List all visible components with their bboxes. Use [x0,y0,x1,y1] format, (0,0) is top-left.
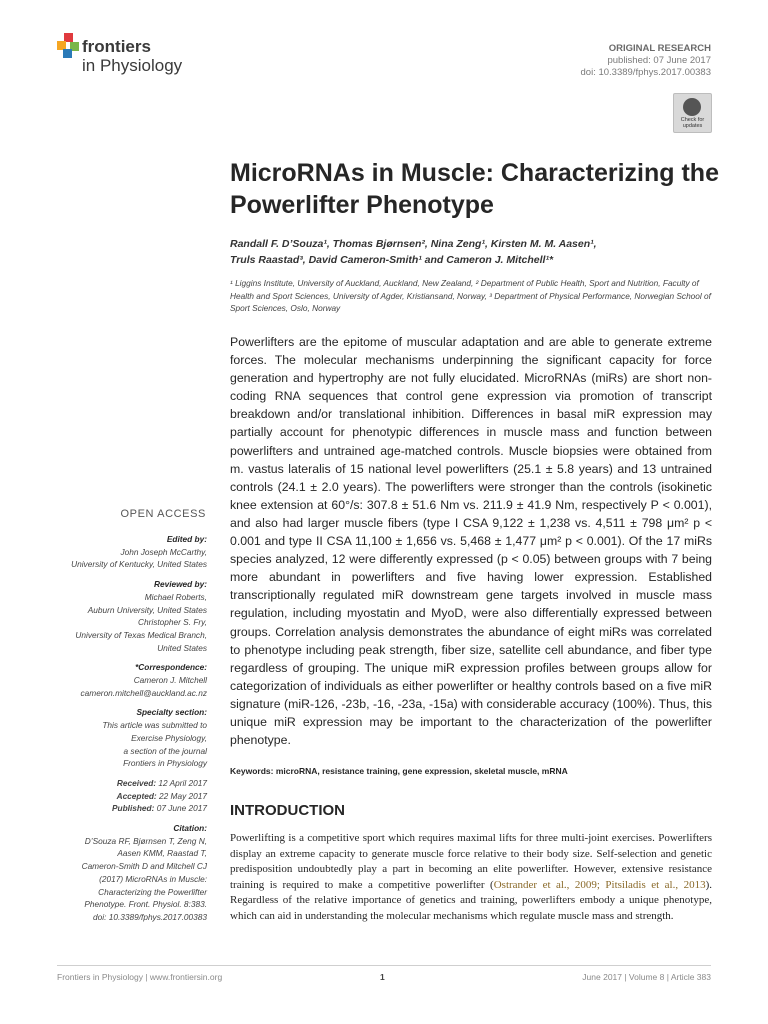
abstract: Powerlifters are the epitome of muscular adaptation and are able to generate extreme forces. The molecular mechanisms underpinning the significant capacity for force generation and hypertrophy are not fully elucidated. MicroRNAs (miRs) are short non-coding RNA sequences that control gene expression via promotion of transcript breakdown and/or translational inhibition. Differences in basal miR expression may partially account for phenotypic differences in muscle mass and function between powerlifters and untrained age-matched controls. Muscle biopsies were obtained from m. vastus lateralis of 15 national level powerlifters (25.1 ± 5.8 years) and 13 untrained controls (24.1 ± 2.0 years). The powerlifters were stronger than the controls (isokinetic knee extension at 60°/s: 307.8 ± 51.6 Nm vs. 211.9 ± 41.9 Nm, respectively P < 0.001), and also had larger muscle fibers (type I CSA 9,122 ± 1,238 vs. 4,511 ± 798 μm² p < 0.001 and type II CSA 11,100 ± 1,656 vs. 5,468 ± 1,477 μm² p < 0.001). Of the 17 miRs species analyzed, 12 were differently expressed (p < 0.05) between groups with 7 being more abundant in powerlifters and five having lower expression. Established transcriptionally regulated miR downstream gene targets involved in muscle mass regulation, including myostatin and MyoD, were also differentially expressed between groups. Correlation analysis demonstrates the abundance of eight miRs was correlated to phenotype including peak strength, fiber size, satellite cell abundance, and fiber type regardless of grouping. The unique miR expression profiles between groups allow for categorization of individuals as either powerlifter or healthy controls based on a five miR signature (miR-126, -23b, -16, -23a, -15a) with considerable accuracy (100%). Thus, this unique miR expression may be important to the characterization of the powerlifter phenotype. [230,335,712,748]
reviewed-by-block: Reviewed by: Michael Roberts, Auburn University, United States Christopher S. Fry, University of Texas Medical Branch, United States [50,578,207,654]
logo-line2: in Physiology [82,56,183,75]
logo-line1: frontiers [82,37,151,56]
section-heading-introduction: INTRODUCTION [230,802,345,819]
edited-by-block: Edited by: John Joseph McCarthy, University of Kentucky, United States [50,533,207,571]
citation-block: Citation: D’Souza RF, Bjørnsen T, Zeng N, Aasen KMM, Raastad T, Cameron-Smith D and Mitchell CJ (2017) MicroRNAs in Muscle: Characterizing the Powerlifter Phenotype. Front. Physiol. 8:383. doi: 10.3389/fphys.2017.00383 [50,822,207,924]
editor-name[interactable]: John Joseph McCarthy, [120,546,207,557]
journal-logo[interactable] [57,33,207,81]
keywords: Keywords: microRNA, resistance training, gene expression, skeletal muscle, mRNA [230,766,568,776]
dates-block: Received: 12 April 2017 Accepted: 22 May 2017 Published: 07 June 2017 [111,777,207,814]
footer-divider [57,965,711,966]
published-date: published: 07 June 2017 [607,55,711,66]
correspondence-block: *Correspondence: Cameron J. Mitchell cameron.mitchell@auckland.ac.nz [50,661,207,699]
open-access-label: OPEN ACCESS [120,508,206,520]
doi-link[interactable]: doi: 10.3389/fphys.2017.00383 [580,67,711,78]
correspondence-email[interactable]: cameron.mitchell@auckland.ac.nz [80,687,207,698]
authors-line1[interactable]: Randall F. D’Souza¹, Thomas Bjørnsen², Nina Zeng¹, Kirsten M. M. Aasen¹, [230,238,597,250]
article-meta [581,43,711,79]
authors-line2[interactable]: Truls Raastad³, David Cameron-Smith¹ and Cameron J. Mitchell¹* [230,254,554,266]
citation-doi-link[interactable]: doi: 10.3389/fphys.2017.00383 [93,911,207,922]
article-sidebar [50,533,207,931]
article-title: MicroRNAs in Muscle: Characterizing the Powerlifter Phenotype [230,159,719,219]
updates-label: Check for updates [680,117,705,129]
check-for-updates-button[interactable] [673,93,712,133]
author-list [230,236,710,268]
specialty-section-block: Specialty section: This article was submitted to Exercise Physiology, a section of the journal Frontiers in Physiology [102,707,207,769]
citation-link[interactable]: Ostrander et al., 2009; Pitsiladis et al., 2013 [493,878,706,891]
reviewer-name[interactable]: Christopher S. Fry, [137,617,207,628]
frontiers-logo-icon [57,33,81,59]
page-number: 1 [380,972,385,982]
reviewer-name[interactable]: Michael Roberts, [144,591,207,602]
footer-journal-link[interactable]: Frontiers in Physiology | www.frontiersin.org [57,972,223,982]
introduction-paragraph: Powerlifting is a competitive sport which requires maximal lifts for three multi-joint exercises. Powerlifters display an extreme capacity to generate muscle force relative to their body size. Self-selection and genetic predisposition undoubtedly play a part in becoming an elite powerlifter. However, extensive resistance training is required to make a competitive powerlifter (Ostrander et al., 2009; Pitsiladis et al., 2013). Regardless of the relative importance of genetics and training, powerlifters embody a unique phenotype, which can aid in understanding the molecular mechanisms which regulate muscle mass and strength. [230,832,712,922]
footer-issue-info: June 2017 | Volume 8 | Article 383 [582,972,711,982]
affiliations: ¹ Liggins Institute, University of Auckland, Auckland, New Zealand, ² Department of Public Health, Sport and Nutrition, Faculty of Health and Sport Sciences, University of Agder, Kristiansand, Norway, ³ Department of Physical Performance, Norwegian School of Sport Sciences, Oslo, Norway [230,278,711,313]
crossmark-icon [683,98,701,116]
article-type: ORIGINAL RESEARCH [608,43,711,54]
